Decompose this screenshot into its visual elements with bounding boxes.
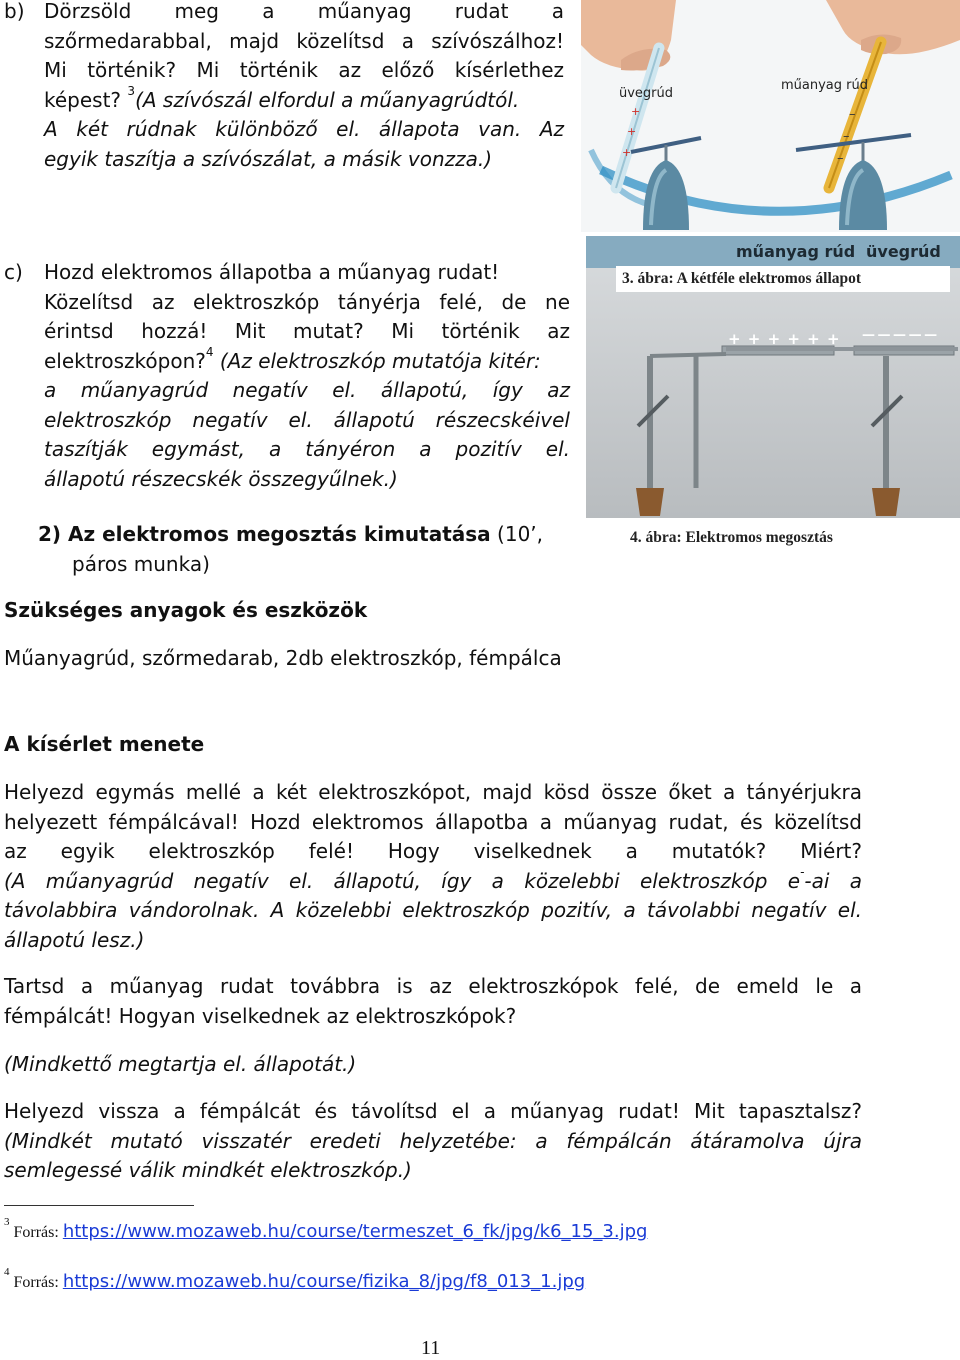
figure-4-caption: 4. ábra: Elektromos megosztás bbox=[630, 529, 833, 546]
item-c-answer-line: a műanyagrúd negatív el. állapotú, így az bbox=[44, 378, 570, 402]
procedure-paragraph-4: Helyezd vissza a fémpálcát és távolítsd el a műanyag rudat! Mit tapasztalsz? (Mindkét mutató visszatér eredeti helyzetébe: a fémpálcán átáramolva újra semlegessé válik mindkét elektroszkóp.) bbox=[4, 1099, 862, 1182]
footnote-3-link[interactable]: https://www.mozaweb.hu/course/termeszet_6_fk/jpg/k6_15_3.jpg bbox=[62, 1221, 648, 1242]
item-b-line: egyik taszítja a szívószálat, a másik vonzza.) bbox=[44, 146, 493, 171]
svg-text:+: + bbox=[631, 105, 641, 118]
footnote-separator bbox=[4, 1205, 194, 1206]
item-c-text bbox=[44, 258, 570, 494]
item-b-label: b) bbox=[4, 0, 25, 23]
item-c-answer-line: állapotú részecskék összegyűlnek.) bbox=[44, 466, 398, 491]
procedure-paragraph-2: Tartsd a műanyag rudat továbbra is az elektroszkópok felé, de emeld le a fémpálcát! Hogyan viselkednek az elektroszkópok? bbox=[4, 974, 862, 1028]
procedure-paragraph-1: Helyezd egymás mellé a két elektroszkópot, majd kösd össze őket a tányérjukra helyezett fémpálcával! Hozd elektromos állapotba a műanyag rudat, és közelítsd az egyik elektroszkóp felé! Hogy viselkednek a mutatók? Miért? (A műanyagrúd negatív el. állapotú, így a közelebbi elektroszkóp e--ai a távolabbira vándorolnak. A közelebbi elektroszkóp pozitív, a távolabbi negatív el. állapotú lesz.) bbox=[4, 780, 862, 952]
item-b-text bbox=[44, 0, 564, 174]
item-c-answer-line: taszítják egymást, a tányéron a pozitív el. bbox=[44, 437, 570, 461]
footnote-ref-3[interactable]: 3 bbox=[127, 83, 136, 98]
svg-text:+: + bbox=[622, 146, 632, 159]
footnote-3: $^3$ Forrás: https://www.mozaweb.hu/course/termeszet_6_fk/jpg/k6_15_3.jpg bbox=[4, 1215, 648, 1242]
figure-3-label-glass: üvegrúd bbox=[619, 86, 674, 101]
item-b-line: Dörzsöld meg a műanyag rudat a bbox=[44, 0, 564, 23]
figure-4-label-plastic: műanyag rúd bbox=[736, 242, 856, 261]
footnote-4: $^4$ Forrás: https://www.mozaweb.hu/course/fizika_8/jpg/f8_013_1.jpg bbox=[4, 1265, 586, 1292]
procedure-paragraph-3: (Mindkettő megtartja el. állapotát.) bbox=[4, 1052, 357, 1076]
materials-text: Műanyagrúd, szőrmedarab, 2db elektroszkóp, fémpálca bbox=[4, 646, 562, 670]
svg-text:–: – bbox=[837, 151, 844, 166]
figure-4-plus-signs: + + + + + + bbox=[728, 330, 841, 348]
footnote-ref-4[interactable]: 4 bbox=[205, 344, 214, 359]
figure-3-illustration bbox=[581, 0, 960, 232]
section-2-heading: 2) Az elektromos megosztás kimutatása (10’, páros munka) bbox=[38, 522, 544, 576]
item-c-line: érintsd hozzá! Mit mutat? Mi történik az bbox=[44, 319, 570, 343]
item-c-label: c) bbox=[4, 260, 23, 284]
item-b-line: képest? $^3$(A szívószál elfordul a műanyagrúdtól. bbox=[44, 83, 520, 112]
item-c-answer-line: elektroszkóp negatív el. állapotú részecskéivel bbox=[44, 407, 570, 432]
item-b-line: szőrmedarabbal, majd közelítsd a szívószálhoz! bbox=[44, 28, 564, 53]
svg-text:–: – bbox=[849, 107, 856, 122]
page-number: 11 bbox=[421, 1337, 441, 1359]
item-b-line: Mi történik? Mi történik az előző kísérlethez bbox=[44, 58, 564, 82]
figure-3-label-plastic: műanyag rúd bbox=[781, 78, 868, 93]
materials-heading: Szükséges anyagok és eszközök bbox=[4, 598, 368, 622]
item-b-line: A két rúdnak különböző el. állapota van. Az bbox=[44, 117, 564, 141]
figure-4-label-glass: üvegrúd bbox=[866, 242, 941, 261]
svg-text:+: + bbox=[627, 125, 637, 138]
item-c-line: Közelítsd az elektroszkóp tányérja felé, de ne bbox=[44, 289, 570, 314]
procedure-heading: A kísérlet menete bbox=[4, 732, 205, 756]
svg-text:–: – bbox=[843, 129, 850, 144]
item-c-line: Hozd elektromos állapotba a műanyag rudat! bbox=[44, 260, 500, 284]
figure-4-minus-signs: — — — — — bbox=[862, 328, 937, 343]
figure-3-caption: 3. ábra: A kétféle elektromos állapot bbox=[616, 266, 950, 292]
footnote-4-link[interactable]: https://www.mozaweb.hu/course/fizika_8/jpg/f8_013_1.jpg bbox=[62, 1271, 586, 1292]
item-c-line: elektroszkópon?$^4$ (Az elektroszkóp mutatója kitér: bbox=[44, 344, 541, 373]
figure-3-image bbox=[581, 0, 960, 232]
